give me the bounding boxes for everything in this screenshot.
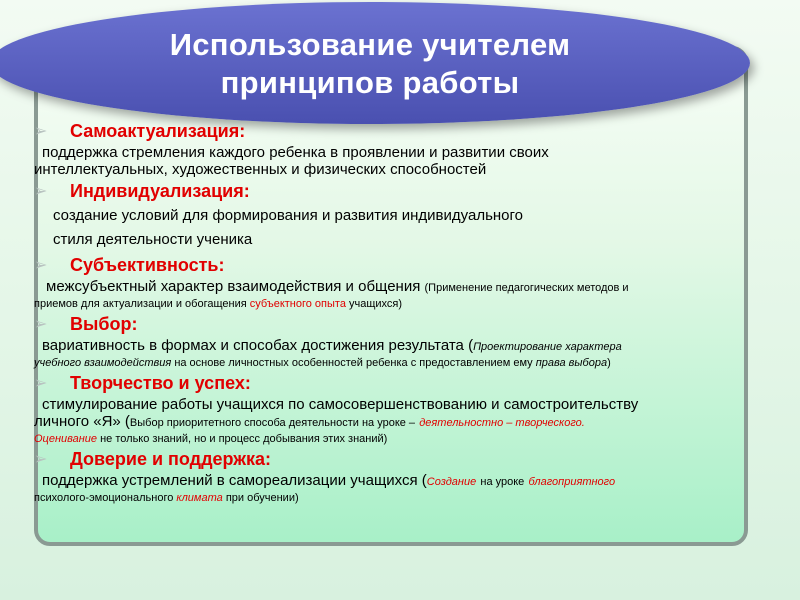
item-note: ) [607,357,611,369]
arrow-bullet-icon: ➢ [34,183,48,200]
item-note: не только знаний, но и процесс добывания этих знаний) [100,433,388,445]
item-note: психолого-эмоционального [34,492,174,504]
list-item [34,311,764,370]
item-note-highlight: Оценивание [34,433,98,445]
item-note-italic: Проектирование характера [473,341,622,353]
item-heading: Индивидуализация: [70,180,250,201]
item-body-main: личного «Я» ( [34,413,130,430]
arrow-bullet-icon: ➢ [34,123,48,140]
list-item [34,370,764,446]
arrow-bullet-icon: ➢ [34,451,48,468]
list-item [34,446,764,505]
item-body-main: вариативность в формах и способах достижения результата [42,337,464,354]
item-heading: Доверие и поддержка: [70,448,272,469]
item-note-highlight: Создание [426,476,477,488]
item-note-highlight: субъектного опыта [249,298,346,310]
item-note: Выбор приоритетного способа деятельности на уроке – [129,417,416,429]
item-note: на уроке [480,476,525,488]
item-heading: Самоактуализация: [70,120,246,141]
item-body-main: межсубъектный характер взаимодействия и общения [46,278,421,295]
arrow-bullet-icon: ➢ [34,316,48,333]
list-item [34,178,764,252]
item-body-main: поддержка устремлений в самореализации учащихся ( [42,472,427,489]
item-body-line: поддержка стремления каждого ребенка в проявлении и развитии своих [42,144,549,161]
item-note: (Применение педагогических методов и [424,282,629,294]
title-line-2: принципов работы [220,65,520,100]
slide-title [120,26,620,102]
list-item [34,118,764,178]
item-heading: Творчество и успех: [70,372,251,393]
item-note: при обучении) [225,492,299,504]
item-note-italic: права выбора [535,357,608,369]
item-note-highlight: благоприятного [528,476,616,488]
arrow-bullet-icon: ➢ [34,257,48,274]
item-body-line: стиля деятельности ученика [53,231,253,248]
principles-list [34,118,764,505]
title-line-1: Использование учителем [169,27,571,62]
arrow-bullet-icon: ➢ [34,375,48,392]
item-heading: Выбор: [70,313,138,334]
item-heading: Субъективность: [70,254,225,275]
item-note: учащихся) [349,298,403,310]
item-note: приемов для актуализации и обогащения [34,298,247,310]
item-body-line: стимулирование работы учащихся по самосовершенствованию и самостроительству [42,396,639,413]
item-note-highlight: деятельностно – творческого. [419,417,585,429]
item-body-line: интеллектуальных, художественных и физических способностей [34,161,487,178]
item-body-line: создание условий для формирования и развития индивидуального [53,207,524,224]
item-note-highlight: климата [176,492,223,504]
item-note-italic: учебного взаимодействия [34,357,172,369]
item-note: ( [468,337,474,354]
item-note: на основе личностных особенностей ребенка с предоставлением ему [174,357,533,369]
list-item [34,252,764,311]
